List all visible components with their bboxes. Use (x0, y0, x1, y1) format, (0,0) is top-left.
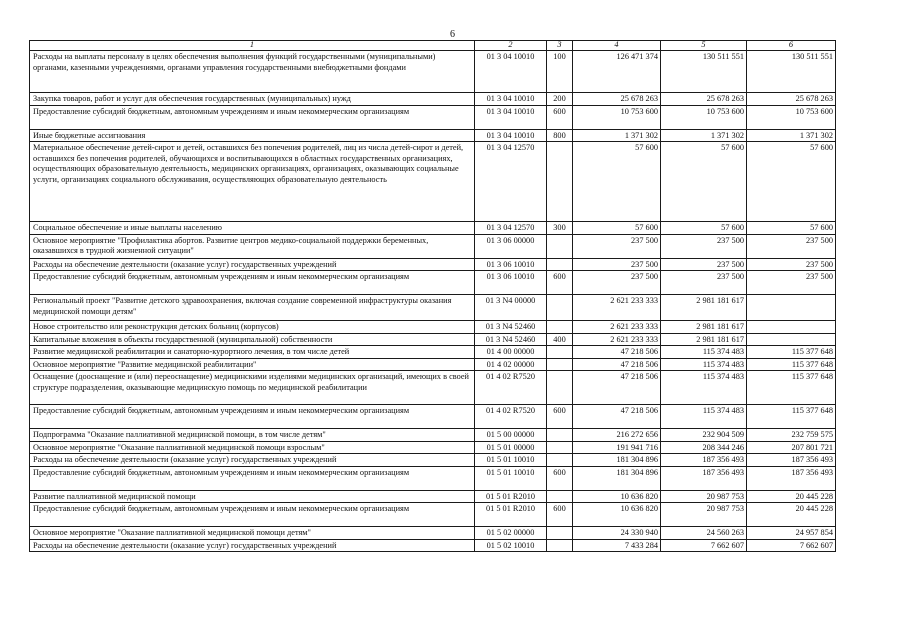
cell-expense-type (547, 321, 573, 334)
cell-name: Социальное обеспечение и иные выплаты населению (30, 222, 475, 235)
table-row (30, 105, 836, 129)
table-row (30, 333, 836, 346)
cell-amount-year1: 47 218 506 (573, 371, 661, 405)
cell-name: Развитие медицинской реабилитации и санаторно-курортного лечения, в том числе детей (30, 346, 475, 359)
cell-code: 01 3 04 10010 (475, 51, 547, 93)
cell-name: Новое строительство или реконструкция детских больниц (корпусов) (30, 321, 475, 334)
table-row (30, 142, 836, 222)
cell-amount-year1: 10 636 820 (573, 503, 661, 527)
header-col-1: 1 (30, 41, 475, 51)
cell-amount-year1: 216 272 656 (573, 429, 661, 442)
cell-code: 01 3 04 10010 (475, 93, 547, 106)
header-col-6: 6 (747, 41, 836, 51)
cell-expense-type (547, 454, 573, 467)
cell-amount-year2: 24 560 263 (661, 527, 747, 540)
cell-amount-year3: 20 445 228 (747, 490, 836, 503)
table-row (30, 539, 836, 552)
cell-name: Предоставление субсидий бюджетным, автономным учреждениям и иным некоммерческим организациям (30, 271, 475, 295)
cell-name: Расходы на обеспечение деятельности (оказание услуг) государственных учреждений (30, 454, 475, 467)
cell-name: Предоставление субсидий бюджетным, автономным учреждениям и иным некоммерческим организациям (30, 105, 475, 129)
cell-amount-year2: 7 662 607 (661, 539, 747, 552)
table-row (30, 346, 836, 359)
cell-code: 01 4 00 00000 (475, 346, 547, 359)
cell-name: Подпрограмма "Оказание паллиативной медицинской помощи, в том числе детям" (30, 429, 475, 442)
cell-expense-type (547, 234, 573, 258)
table-row (30, 51, 836, 93)
table-row (30, 271, 836, 295)
cell-code: 01 3 04 12570 (475, 142, 547, 222)
cell-amount-year1: 10 636 820 (573, 490, 661, 503)
cell-amount-year3: 10 753 600 (747, 105, 836, 129)
cell-amount-year1: 24 330 940 (573, 527, 661, 540)
cell-code: 01 3 N4 52460 (475, 333, 547, 346)
cell-amount-year3: 237 500 (747, 258, 836, 271)
cell-amount-year2: 2 981 181 617 (661, 321, 747, 334)
cell-amount-year2: 57 600 (661, 142, 747, 222)
cell-amount-year3: 115 377 648 (747, 405, 836, 429)
header-col-3: 3 (547, 41, 573, 51)
cell-amount-year1: 126 471 374 (573, 51, 661, 93)
cell-expense-type: 600 (547, 405, 573, 429)
cell-amount-year3 (747, 321, 836, 334)
cell-amount-year3: 237 500 (747, 234, 836, 258)
cell-amount-year1: 57 600 (573, 222, 661, 235)
cell-amount-year2: 115 374 483 (661, 405, 747, 429)
cell-expense-type: 600 (547, 466, 573, 490)
table-row (30, 129, 836, 142)
cell-amount-year2: 2 981 181 617 (661, 295, 747, 321)
header-col-4: 4 (573, 41, 661, 51)
cell-amount-year2: 115 374 483 (661, 346, 747, 359)
cell-amount-year2: 232 904 509 (661, 429, 747, 442)
cell-code: 01 5 01 10010 (475, 466, 547, 490)
cell-code: 01 3 06 10010 (475, 271, 547, 295)
table-row (30, 358, 836, 371)
cell-expense-type (547, 539, 573, 552)
cell-amount-year3: 130 511 551 (747, 51, 836, 93)
cell-amount-year3: 115 377 648 (747, 346, 836, 359)
table-row (30, 321, 836, 334)
cell-amount-year1: 2 621 233 333 (573, 321, 661, 334)
cell-expense-type: 600 (547, 105, 573, 129)
cell-code: 01 4 02 R7520 (475, 371, 547, 405)
cell-name: Предоставление субсидий бюджетным, автономным учреждениям и иным некоммерческим организациям (30, 405, 475, 429)
cell-amount-year1: 181 304 896 (573, 466, 661, 490)
table-row (30, 429, 836, 442)
cell-name: Расходы на обеспечение деятельности (оказание услуг) государственных учреждений (30, 258, 475, 271)
cell-expense-type (547, 358, 573, 371)
cell-expense-type: 200 (547, 93, 573, 106)
cell-amount-year2: 115 374 483 (661, 358, 747, 371)
cell-amount-year1: 237 500 (573, 258, 661, 271)
cell-name: Расходы на выплаты персоналу в целях обеспечения выполнения функций государственными (муниципальными) органами, казенными учреждениями, органами управления государственными внебюджетными фондами (30, 51, 475, 93)
cell-code: 01 5 02 10010 (475, 539, 547, 552)
budget-table (29, 40, 836, 552)
cell-name: Капитальные вложения в объекты государственной (муниципальной) собственности (30, 333, 475, 346)
cell-amount-year1: 1 371 302 (573, 129, 661, 142)
cell-name: Основное мероприятие "Развитие медицинской реабилитации" (30, 358, 475, 371)
cell-amount-year2: 1 371 302 (661, 129, 747, 142)
cell-amount-year3: 25 678 263 (747, 93, 836, 106)
cell-amount-year3: 232 759 575 (747, 429, 836, 442)
cell-expense-type: 100 (547, 51, 573, 93)
cell-amount-year2: 130 511 551 (661, 51, 747, 93)
cell-amount-year2: 2 981 181 617 (661, 333, 747, 346)
cell-code: 01 4 02 R7520 (475, 405, 547, 429)
cell-amount-year3: 115 377 648 (747, 371, 836, 405)
cell-amount-year1: 57 600 (573, 142, 661, 222)
cell-name: Закупка товаров, работ и услуг для обеспечения государственных (муниципальных) нужд (30, 93, 475, 106)
cell-expense-type (547, 346, 573, 359)
cell-code: 01 3 04 10010 (475, 129, 547, 142)
cell-code: 01 5 01 00000 (475, 441, 547, 454)
cell-name: Основное мероприятие "Профилактика абортов. Развитие центров медико-социальной поддержки беременных, оказавшихся в трудной жизненной ситуации" (30, 234, 475, 258)
cell-code: 01 5 01 R2010 (475, 490, 547, 503)
page-number: 6 (450, 29, 455, 40)
cell-code: 01 3 06 10010 (475, 258, 547, 271)
table-row (30, 371, 836, 405)
cell-expense-type (547, 490, 573, 503)
cell-code: 01 5 01 10010 (475, 454, 547, 467)
cell-amount-year2: 20 987 753 (661, 503, 747, 527)
cell-amount-year1: 2 621 233 333 (573, 333, 661, 346)
cell-name: Иные бюджетные ассигнования (30, 129, 475, 142)
table-row (30, 93, 836, 106)
cell-code: 01 3 N4 52460 (475, 321, 547, 334)
cell-code: 01 3 06 00000 (475, 234, 547, 258)
cell-name: Материальное обеспечение детей-сирот и детей, оставшихся без попечения родителей, лиц из числа детей-сирот и детей, оставшихся без попечения родителей, обучающихся и воспитывающихся в областных государственных организациях, осуществляющих образовательную деятельность, медицинских организациях, организациях, оказывающих социальные услуги, организациях социального обслуживания, осуществляющих образовательную деятельность (30, 142, 475, 222)
cell-amount-year3: 237 500 (747, 271, 836, 295)
cell-amount-year3: 187 356 493 (747, 466, 836, 490)
table-row (30, 466, 836, 490)
cell-code: 01 3 04 12570 (475, 222, 547, 235)
header-col-2: 2 (475, 41, 547, 51)
cell-amount-year3: 7 662 607 (747, 539, 836, 552)
cell-amount-year3: 20 445 228 (747, 503, 836, 527)
cell-amount-year3: 57 600 (747, 222, 836, 235)
table-row (30, 441, 836, 454)
cell-expense-type (547, 258, 573, 271)
cell-amount-year1: 191 941 716 (573, 441, 661, 454)
table-row (30, 490, 836, 503)
cell-expense-type (547, 441, 573, 454)
cell-amount-year2: 237 500 (661, 258, 747, 271)
cell-amount-year3 (747, 333, 836, 346)
cell-amount-year2: 20 987 753 (661, 490, 747, 503)
cell-amount-year3: 57 600 (747, 142, 836, 222)
cell-expense-type: 800 (547, 129, 573, 142)
cell-name: Основное мероприятие "Оказание паллиативной медицинской помощи детям" (30, 527, 475, 540)
cell-amount-year2: 237 500 (661, 271, 747, 295)
cell-amount-year1: 7 433 284 (573, 539, 661, 552)
header-col-5: 5 (661, 41, 747, 51)
cell-amount-year3: 187 356 493 (747, 454, 836, 467)
cell-code: 01 4 02 00000 (475, 358, 547, 371)
table-row (30, 222, 836, 235)
cell-amount-year2: 57 600 (661, 222, 747, 235)
cell-amount-year1: 237 500 (573, 234, 661, 258)
cell-expense-type: 400 (547, 333, 573, 346)
cell-code: 01 5 01 R2010 (475, 503, 547, 527)
table-row (30, 527, 836, 540)
cell-name: Предоставление субсидий бюджетным, автономным учреждениям и иным некоммерческим организациям (30, 503, 475, 527)
cell-expense-type (547, 527, 573, 540)
cell-amount-year3: 24 957 854 (747, 527, 836, 540)
cell-amount-year1: 237 500 (573, 271, 661, 295)
cell-expense-type: 600 (547, 503, 573, 527)
cell-amount-year2: 208 344 246 (661, 441, 747, 454)
table-row (30, 258, 836, 271)
table-header-row (30, 41, 836, 51)
cell-amount-year1: 47 218 506 (573, 358, 661, 371)
cell-amount-year2: 10 753 600 (661, 105, 747, 129)
table-row (30, 405, 836, 429)
cell-name: Расходы на обеспечение деятельности (оказание услуг) государственных учреждений (30, 539, 475, 552)
cell-amount-year3: 207 801 721 (747, 441, 836, 454)
table-row (30, 454, 836, 467)
cell-amount-year1: 47 218 506 (573, 405, 661, 429)
table-row (30, 234, 836, 258)
cell-amount-year1: 47 218 506 (573, 346, 661, 359)
cell-name: Оснащение (дооснащение и (или) переоснащение) медицинскими изделиями медицинских организаций, имеющих в своей структуре подразделения, оказывающие медицинскую помощь по медицинской реабилитации (30, 371, 475, 405)
cell-amount-year3 (747, 295, 836, 321)
cell-amount-year1: 25 678 263 (573, 93, 661, 106)
cell-expense-type: 300 (547, 222, 573, 235)
cell-code: 01 3 04 10010 (475, 105, 547, 129)
cell-amount-year1: 10 753 600 (573, 105, 661, 129)
cell-expense-type (547, 295, 573, 321)
cell-name: Развитие паллиативной медицинской помощи (30, 490, 475, 503)
cell-expense-type (547, 429, 573, 442)
cell-amount-year1: 2 621 233 333 (573, 295, 661, 321)
cell-amount-year2: 187 356 493 (661, 466, 747, 490)
cell-amount-year2: 237 500 (661, 234, 747, 258)
cell-amount-year3: 1 371 302 (747, 129, 836, 142)
cell-amount-year2: 115 374 483 (661, 371, 747, 405)
table-row (30, 295, 836, 321)
table-row (30, 503, 836, 527)
cell-amount-year2: 187 356 493 (661, 454, 747, 467)
cell-code: 01 5 02 00000 (475, 527, 547, 540)
cell-expense-type (547, 142, 573, 222)
cell-code: 01 3 N4 00000 (475, 295, 547, 321)
cell-amount-year1: 181 304 896 (573, 454, 661, 467)
cell-name: Основное мероприятие "Оказание паллиативной медицинской помощи взрослым" (30, 441, 475, 454)
cell-expense-type: 600 (547, 271, 573, 295)
cell-amount-year2: 25 678 263 (661, 93, 747, 106)
cell-name: Предоставление субсидий бюджетным, автономным учреждениям и иным некоммерческим организациям (30, 466, 475, 490)
cell-code: 01 5 00 00000 (475, 429, 547, 442)
cell-amount-year3: 115 377 648 (747, 358, 836, 371)
cell-expense-type (547, 371, 573, 405)
cell-name: Региональный проект "Развитие детского здравоохранения, включая создание современной инфраструктуры оказания медицинской помощи детям" (30, 295, 475, 321)
